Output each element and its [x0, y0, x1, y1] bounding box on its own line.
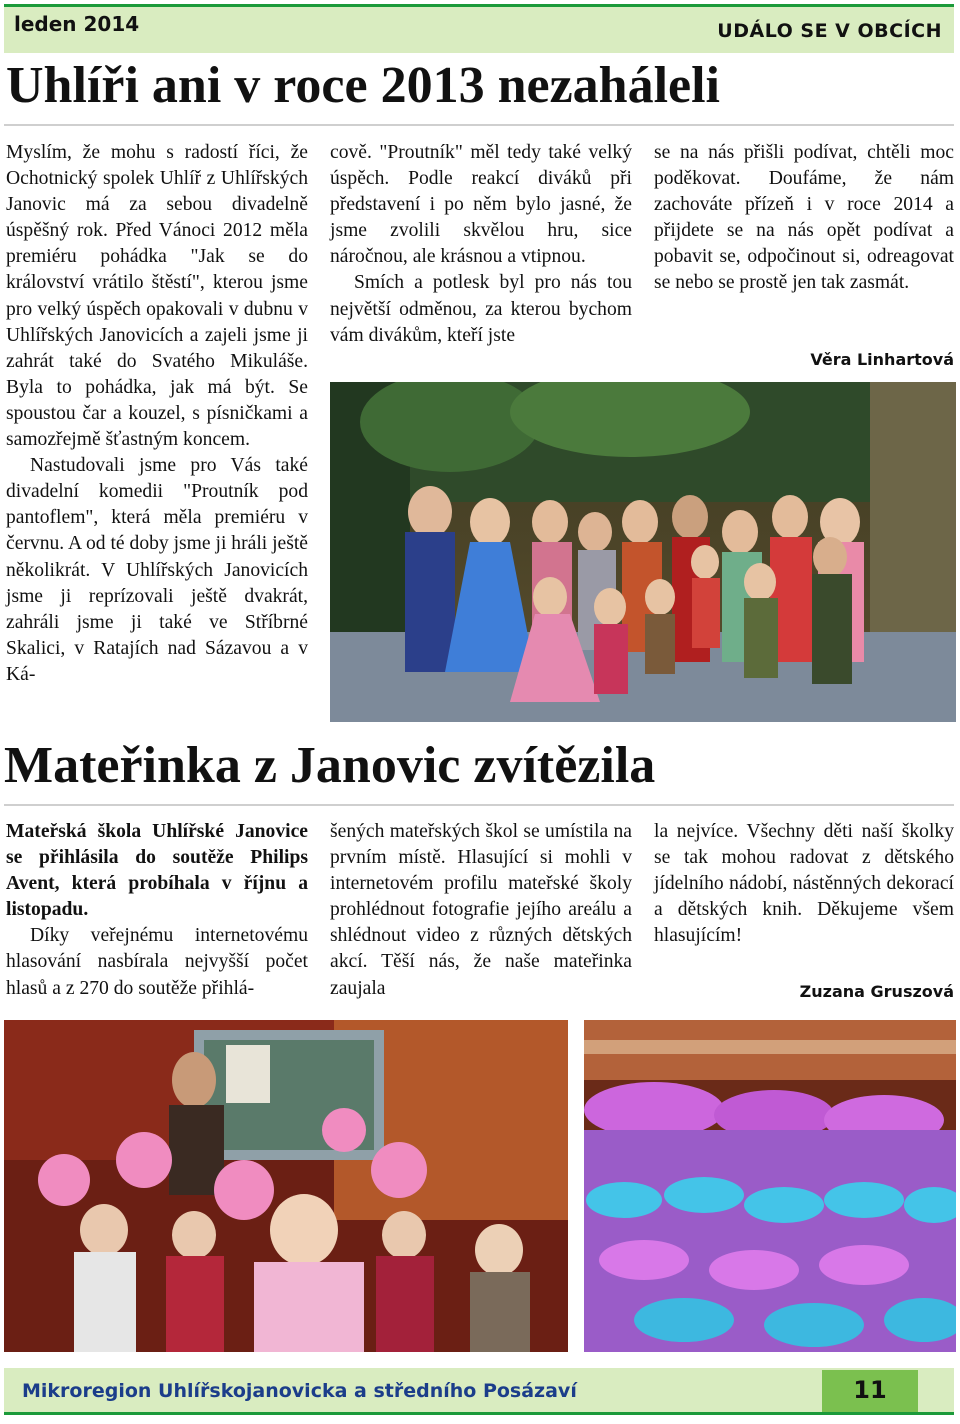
- article1-paragraph: Smích a potlesk byl pro nás tou největší odměnou, za kterou bychom vám divákům, kteří jste: [330, 272, 632, 346]
- article1-title: Uhlíři ani v roce 2013 nezaháleli: [6, 57, 720, 114]
- theatre-group-photo-image: [330, 382, 956, 722]
- article2-author: Zuzana Gruszová: [799, 982, 954, 1001]
- article1-author: Věra Linhartová: [810, 350, 954, 369]
- kindergarten-children-photo-image: [4, 1020, 568, 1352]
- article1-column-2: [330, 140, 632, 349]
- article1-paragraph: Nastudovali jsme pro Vás také divadelní komedii "Proutník pod pantoflem", která měla premiéru v červnu. A od té doby jsme ji hráli ještě několikrát. V Uhlířských Janovicích jsme ji reprízovali ještě dvakrát, zahráli jsme ji také ve Stříbrné Skalici, v Ratajích nad Sázavou a v Ká-: [6, 455, 309, 685]
- article2-paragraph: šených mateřských škol se umístila na prvním místě. Hlasující si mohli v internetovém profilu mateřské školy prohlédnout fotografie jejího areálu a shlédnout video z různých dětských akcí. Těší nás, že naše mateřinka zaujala: [330, 821, 632, 999]
- theatre-group-photo: [330, 382, 956, 722]
- article2-title: Mateřinka z Janovic zvítězila: [4, 737, 656, 794]
- footer-region-title: Mikroregion Uhlířskojanovicka a středního Posázaví: [22, 1380, 577, 1402]
- article2-column-2: [330, 819, 632, 1002]
- article2-lead: Mateřská škola Uhlířské Janovice se přihlásila do soutěže Philips Avent, která probíhala v říjnu a listopadu.: [6, 821, 308, 921]
- article1-column-1: [6, 140, 308, 688]
- divider: [4, 124, 954, 126]
- tableware-photo: [584, 1020, 956, 1352]
- article2-paragraph: la nejvíce. Všechny děti naší školky se tak mohou radovat z dětského jídelního nádobí, nástěnných dekorací a dětských knih. Děkujeme všem hlasujícím!: [654, 821, 954, 947]
- tableware-photo-image: [584, 1020, 956, 1352]
- divider: [4, 804, 954, 806]
- page-number: 11: [853, 1376, 887, 1404]
- article1-paragraph: Myslím, že mohu s radostí říci, že Ochotnický spolek Uhlíř z Uhlířských Janovic má za sebou divadelně úspěšný rok. Před Vánoci 2012 měla premiéru pohádka "Jak se do království vrátilo štěstí", kterou jsme pro velký úspěch opakovali v dubnu v Uhlířských Janovicích a zajeli jsme ji zahrát také do Svatého Mikuláše. Byla to pohádka, jak má být. Se spoustou čar a kouzel, s písničkami a samozřejmě šťastným koncem.: [6, 142, 308, 451]
- kindergarten-children-photo: [4, 1020, 568, 1352]
- article2-column-3: [654, 819, 954, 949]
- article1-paragraph: se na nás přišli podívat, chtěli moc poděkovat. Doufáme, že nám zachováte přízeň i v roce 2014 a přijdete se na nás opět podívat a pobavit se, odpočinout si, odreagovat se nebo se prostě jen tak zasmát.: [654, 142, 954, 294]
- article2-paragraph: Díky veřejnému internetovému hlasování nasbírala nejvyšší počet hlasů a z 270 do soutěže přihlá-: [6, 925, 308, 999]
- article2-column-1: [6, 819, 308, 1002]
- article1-paragraph: cově. "Proutník" měl tedy také velký úspěch. Podle reakcí diváků při představení i po něm bylo jasné, že jsme zvolili skvělou hru, sice náročnou, ale krásnou a vtipnou.: [330, 142, 632, 268]
- section-title: UDÁLO SE V OBCÍCH: [717, 20, 942, 42]
- issue-date: leden 2014: [14, 12, 140, 36]
- article1-column-3: [654, 140, 954, 297]
